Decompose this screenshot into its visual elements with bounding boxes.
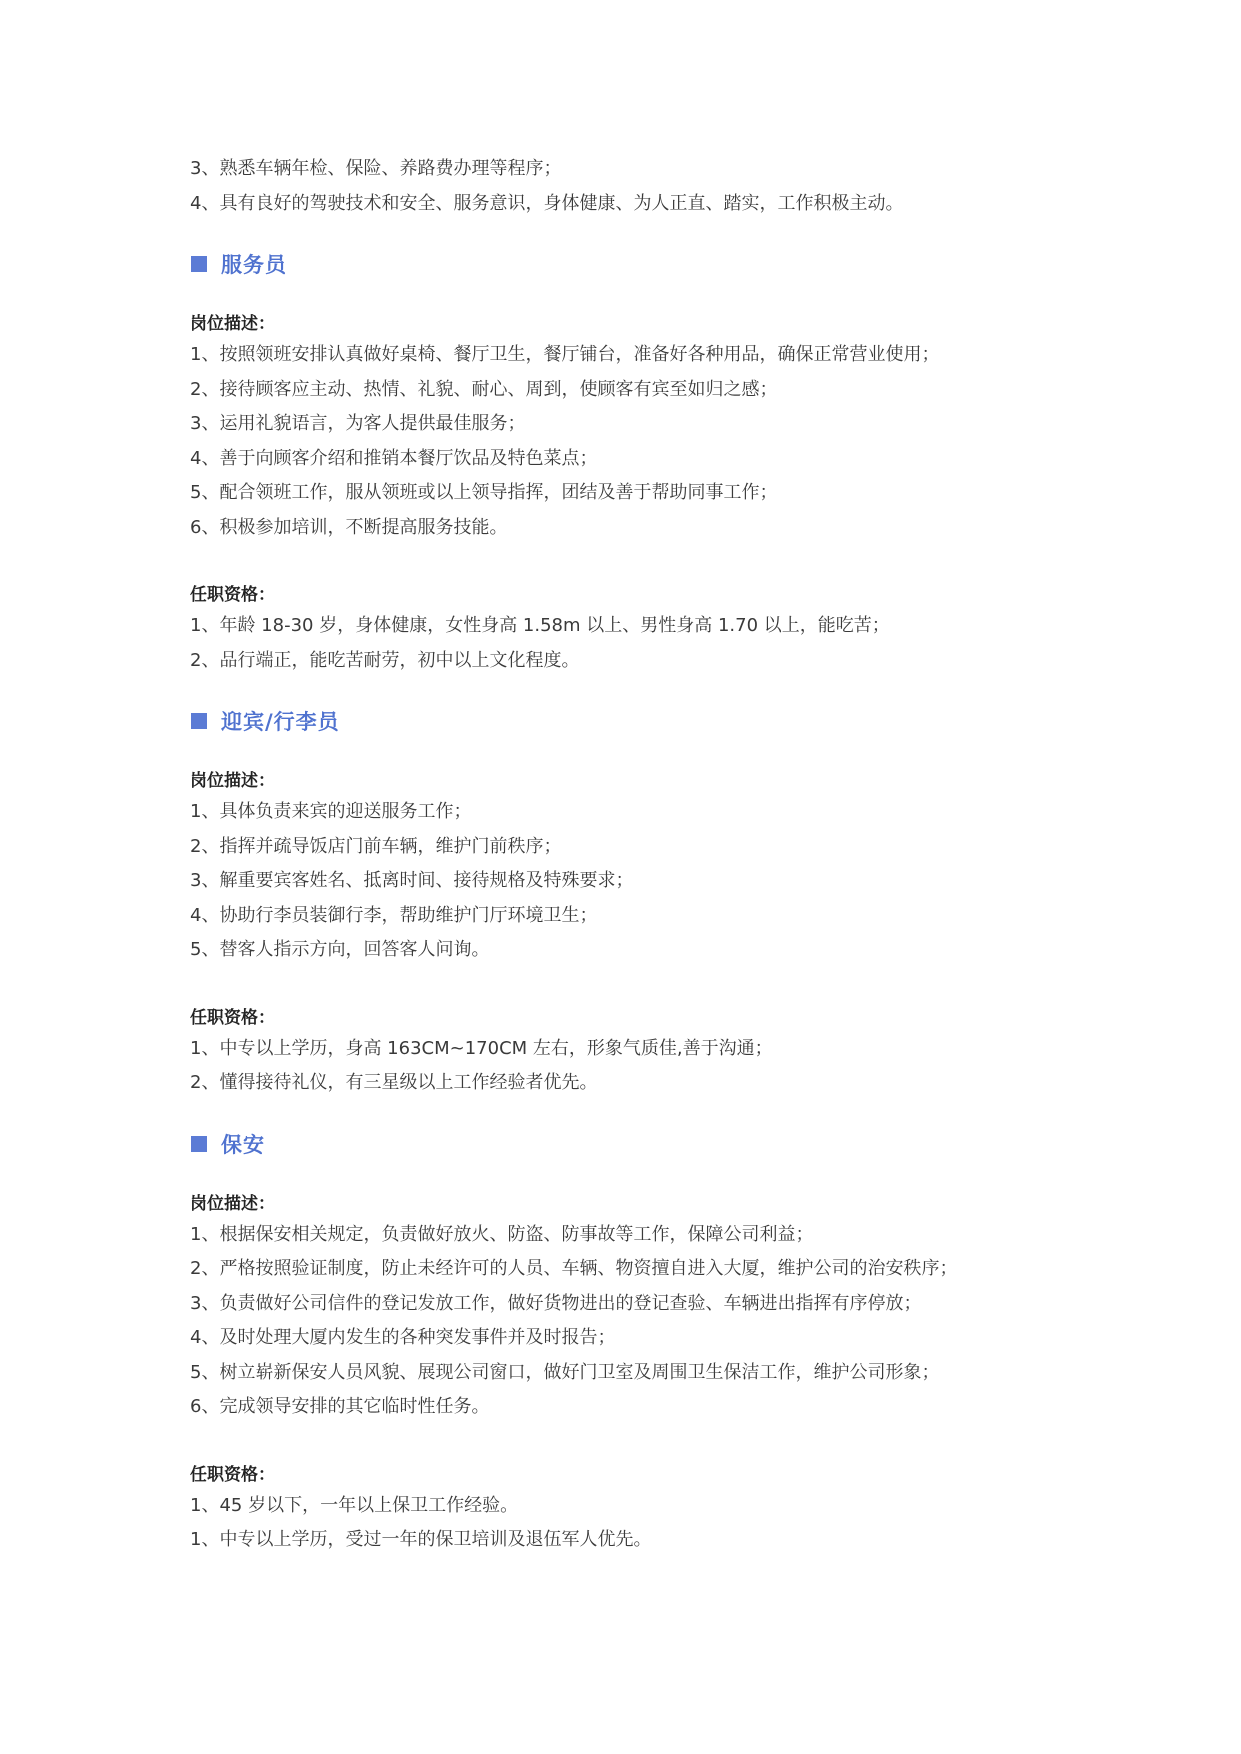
requirements-heading: 任职资格： bbox=[190, 1464, 275, 1485]
list-item: 4、具有良好的驾驶技术和安全、服务意识，身体健康、为人正直、踏实，工作积极主动。 bbox=[190, 192, 904, 214]
list-item: 6、完成领导安排的其它临时性任务。 bbox=[190, 1396, 490, 1417]
list-item: 1、45 岁以下，一年以上保卫工作经验。 bbox=[190, 1494, 519, 1516]
section-heading-security bbox=[190, 1127, 1090, 1161]
requirements-heading: 任职资格： bbox=[190, 1007, 275, 1028]
section-heading-greeter bbox=[190, 704, 1090, 738]
list-item: 5、树立崭新保安人员风貌、展现公司窗口，做好门卫室及周围卫生保洁工作，维护公司形象； bbox=[190, 1361, 940, 1383]
job-description-heading: 岗位描述： bbox=[190, 771, 275, 791]
list-item: 1、中专以上学历，身高 163CM~170CM 左右，形象气质佳,善于沟通； bbox=[190, 1037, 773, 1059]
spacer bbox=[190, 545, 1090, 578]
list-item: 2、严格按照验证制度，防止未经许可的人员、车辆、物资擅自进入大厦，维护公司的治安秩序； bbox=[190, 1258, 958, 1279]
list-item: 2、懂得接待礼仪，有三星级以上工作经验者优先。 bbox=[190, 1072, 598, 1093]
list-item: 5、替客人指示方向，回答客人问询。 bbox=[190, 939, 490, 960]
list-item: 4、及时处理大厦内发生的各种突发事件并及时报告； bbox=[190, 1327, 616, 1348]
list-item: 3、运用礼貌语言，为客人提供最佳服务； bbox=[190, 413, 526, 434]
square-bullet-icon bbox=[191, 1136, 207, 1152]
list-item: 1、按照领班安排认真做好桌椅、餐厅卫生，餐厅铺台，准备好各种用品，确保正常营业使用； bbox=[190, 344, 940, 365]
section-title: 迎宾/行李员 bbox=[221, 710, 340, 734]
list-item: 1、年龄 18-30 岁，身体健康，女性身高 1.58m 以上、男性身高 1.70 以上，能吃苦； bbox=[190, 615, 890, 636]
document-content bbox=[190, 152, 1090, 1558]
list-item: 4、协助行李员装御行李，帮助维护门厅环境卫生； bbox=[190, 904, 598, 926]
list-item: 2、指挥并疏导饭店门前车辆，维护门前秩序； bbox=[190, 835, 562, 857]
requirements-heading: 任职资格： bbox=[190, 585, 275, 605]
section-title: 保安 bbox=[221, 1132, 265, 1157]
list-item: 3、负责做好公司信件的登记发放工作，做好货物进出的登记查验、车辆进出指挥有序停放； bbox=[190, 1292, 922, 1314]
list-item: 2、接待顾客应主动、热情、礼貌、耐心、周到，使顾客有宾至如归之感； bbox=[190, 378, 778, 400]
list-item: 2、品行端正，能吃苦耐劳，初中以上文化程度。 bbox=[190, 649, 580, 671]
spacer bbox=[190, 1425, 1090, 1458]
list-item: 5、配合领班工作，服从领班或以上领导指挥，团结及善于帮助同事工作； bbox=[190, 482, 778, 503]
list-item: 4、善于向顾客介绍和推销本餐厅饮品及特色菜点； bbox=[190, 447, 598, 469]
list-item: 3、解重要宾客姓名、抵离时间、接待规格及特殊要求； bbox=[190, 870, 634, 891]
list-item: 1、中专以上学历，受过一年的保卫培训及退伍军人优先。 bbox=[190, 1529, 652, 1550]
list-item: 1、具体负责来宾的迎送服务工作； bbox=[190, 801, 472, 822]
section-heading-waiter bbox=[190, 247, 1090, 281]
square-bullet-icon bbox=[191, 713, 207, 729]
list-item: 1、根据保安相关规定，负责做好放火、防盗、防事故等工作，保障公司利益； bbox=[190, 1223, 814, 1245]
spacer bbox=[190, 968, 1090, 1001]
job-description-heading: 岗位描述： bbox=[190, 314, 275, 334]
job-description-heading: 岗位描述： bbox=[190, 1193, 275, 1214]
square-bullet-icon bbox=[191, 256, 207, 272]
list-item: 3、熟悉车辆年检、保险、养路费办理等程序； bbox=[190, 158, 562, 179]
section-title: 服务员 bbox=[221, 253, 287, 277]
list-item: 6、积极参加培训，不断提高服务技能。 bbox=[190, 516, 508, 538]
